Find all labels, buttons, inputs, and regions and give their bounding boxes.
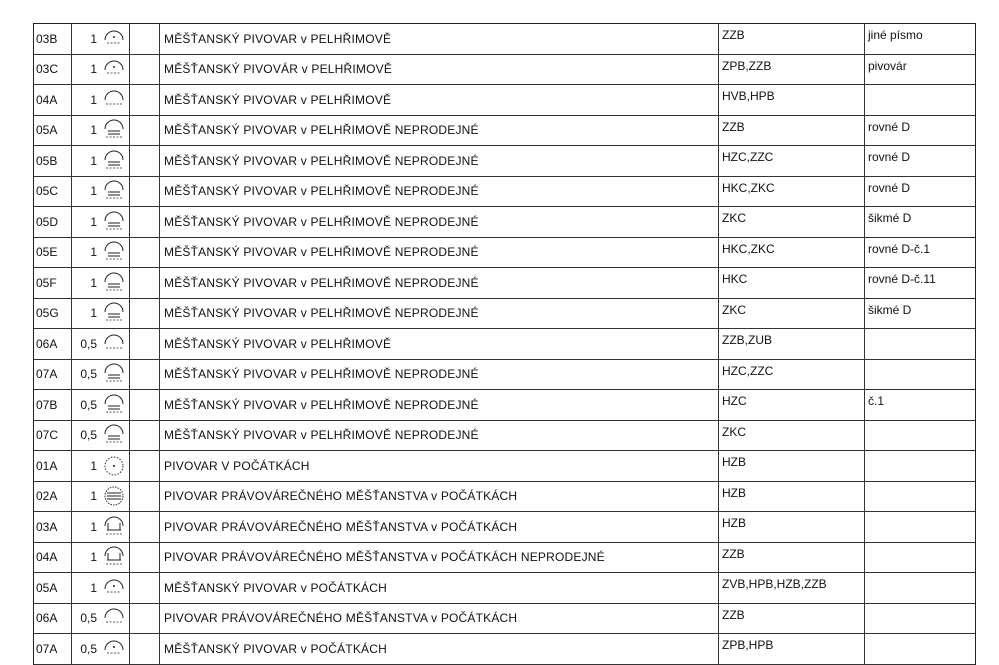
row-note: rovné D-č.1 — [865, 237, 976, 268]
row-blank-cell — [130, 359, 160, 390]
row-code: 03B — [34, 24, 72, 54]
row-variant-codes: ZKC — [719, 207, 865, 238]
row-label-text: MĚŠŤANSKÝ PIVOVAR v PELHŘIMOVĚ NEPRODEJNÉ — [160, 146, 719, 177]
row-code: 07B — [34, 390, 72, 421]
arc-box-icon — [99, 512, 130, 543]
row-blank-cell — [130, 268, 160, 299]
row-volume: 1 — [72, 237, 100, 268]
table-row — [34, 85, 975, 116]
row-note: rovné D-č.11 — [865, 268, 976, 299]
row-blank-cell — [130, 390, 160, 421]
row-volume: 1 — [72, 176, 100, 207]
row-variant-codes: HKC — [719, 268, 865, 299]
table-row — [34, 237, 975, 268]
row-code: 04A — [34, 542, 72, 573]
row-volume: 1 — [72, 573, 100, 604]
table-row — [34, 542, 975, 573]
row-blank-cell — [130, 115, 160, 146]
row-code: 06A — [34, 329, 72, 360]
arc-lines-icon — [99, 359, 130, 390]
row-label-text: MĚŠŤANSKÝ PIVOVAR v PELHŘIMOVĚ NEPRODEJNÉ — [160, 176, 719, 207]
row-volume: 0,5 — [72, 359, 100, 390]
arc-lines-icon — [99, 420, 130, 451]
table-row — [34, 329, 975, 360]
row-volume: 1 — [72, 115, 100, 146]
table-row — [34, 603, 975, 634]
row-label-text: PIVOVAR PRÁVOVÁREČNÉHO MĚŠŤANSTVA v POČÁTKÁCH — [160, 481, 719, 512]
table-row — [34, 146, 975, 177]
row-code: 03A — [34, 512, 72, 543]
row-volume: 0,5 — [72, 390, 100, 421]
arc-dot-icon — [99, 634, 130, 665]
row-variant-codes: ZZB — [719, 603, 865, 634]
row-volume: 1 — [72, 542, 100, 573]
row-label-text: MĚŠŤANSKÝ PIVOVAR v PELHŘIMOVĚ — [160, 85, 719, 116]
row-variant-codes: ZPB,HPB — [719, 634, 865, 665]
row-code: 02A — [34, 481, 72, 512]
row-note: pivovár — [865, 54, 976, 85]
arc-line-icon — [99, 329, 130, 360]
row-volume: 1 — [72, 512, 100, 543]
table-row — [34, 481, 975, 512]
row-blank-cell — [130, 207, 160, 238]
row-variant-codes: HVB,HPB — [719, 85, 865, 116]
row-variant-codes: ZVB,HPB,HZB,ZZB — [719, 573, 865, 604]
hatched-circle-icon — [99, 481, 130, 512]
arc-line-icon — [99, 85, 130, 116]
table-row — [34, 390, 975, 421]
row-label-text: MĚŠŤANSKÝ PIVOVAR v PELHŘIMOVĚ NEPRODEJNÉ — [160, 359, 719, 390]
row-code: 05A — [34, 115, 72, 146]
arc-lines-icon — [99, 268, 130, 299]
table-row — [34, 359, 975, 390]
row-variant-codes: HZB — [719, 512, 865, 543]
arc-lines-icon — [99, 115, 130, 146]
arc-lines-icon — [99, 146, 130, 177]
row-label-text: PIVOVAR PRÁVOVÁREČNÉHO MĚŠŤANSTVA v POČÁTKÁCH — [160, 512, 719, 543]
row-note: č.1 — [865, 390, 976, 421]
row-variant-codes: HKC,ZKC — [719, 237, 865, 268]
row-code: 05B — [34, 146, 72, 177]
row-note: šikmé D — [865, 207, 976, 238]
table-row — [34, 512, 975, 543]
row-label-text: MĚŠŤANSKÝ PIVOVAR v PELHŘIMOVĚ NEPRODEJNÉ — [160, 237, 719, 268]
row-note — [865, 603, 976, 634]
row-note — [865, 451, 976, 482]
row-blank-cell — [130, 603, 160, 634]
table-row — [34, 420, 975, 451]
row-code: 05C — [34, 176, 72, 207]
row-label-text: MĚŠŤANSKÝ PIVOVAR v PELHŘIMOVĚ NEPRODEJNÉ — [160, 268, 719, 299]
row-variant-codes: ZZB — [719, 115, 865, 146]
row-label-text: MĚŠŤANSKÝ PIVOVAR v PELHŘIMOVĚ NEPRODEJNÉ — [160, 420, 719, 451]
row-variant-codes: ZKC — [719, 298, 865, 329]
row-volume: 1 — [72, 24, 100, 54]
row-label-text: MĚŠŤANSKÝ PIVOVAR v PELHŘIMOVĚ NEPRODEJNÉ — [160, 115, 719, 146]
row-label-text: MĚŠŤANSKÝ PIVOVAR v PELHŘIMOVĚ NEPRODEJNÉ — [160, 298, 719, 329]
row-code: 07C — [34, 420, 72, 451]
table-row — [34, 115, 975, 146]
table-row — [34, 634, 975, 665]
arc-lines-icon — [99, 390, 130, 421]
row-volume: 0,5 — [72, 603, 100, 634]
row-code: 05F — [34, 268, 72, 299]
row-label-text: MĚŠŤANSKÝ PIVOVAR v PELHŘIMOVĚ — [160, 24, 719, 54]
row-label-text: MĚŠŤANSKÝ PIVOVAR v PELHŘIMOVĚ — [160, 329, 719, 360]
row-note — [865, 359, 976, 390]
table-row — [34, 24, 975, 54]
arc-line-icon — [99, 603, 130, 634]
row-blank-cell — [130, 420, 160, 451]
arc-lines-icon — [99, 298, 130, 329]
row-blank-cell — [130, 512, 160, 543]
row-variant-codes: ZZB — [719, 24, 865, 54]
row-volume: 1 — [72, 481, 100, 512]
row-note: jiné písmo — [865, 24, 976, 54]
row-variant-codes: ZZB,ZUB — [719, 329, 865, 360]
row-volume: 0,5 — [72, 634, 100, 665]
row-variant-codes: HZC — [719, 390, 865, 421]
table-body — [34, 24, 975, 664]
row-blank-cell — [130, 176, 160, 207]
row-code: 05E — [34, 237, 72, 268]
label-catalog-sheet — [33, 23, 976, 665]
row-volume: 1 — [72, 207, 100, 238]
row-blank-cell — [130, 329, 160, 360]
row-code: 07A — [34, 359, 72, 390]
row-label-text: PIVOVAR V POČÁTKÁCH — [160, 451, 719, 482]
table-row — [34, 451, 975, 482]
row-note: rovné D — [865, 115, 976, 146]
row-volume: 1 — [72, 146, 100, 177]
table-row — [34, 207, 975, 238]
row-code: 04A — [34, 85, 72, 116]
row-note: rovné D — [865, 146, 976, 177]
row-code: 03C — [34, 54, 72, 85]
table-row — [34, 176, 975, 207]
arc-dot-icon — [99, 54, 130, 85]
table-row — [34, 298, 975, 329]
row-volume: 0,5 — [72, 329, 100, 360]
row-label-text: PIVOVAR PRÁVOVÁREČNÉHO MĚŠŤANSTVA v POČÁTKÁCH NEPRODEJNÉ — [160, 542, 719, 573]
arc-box-icon — [99, 542, 130, 573]
row-variant-codes: ZKC — [719, 420, 865, 451]
row-label-text: MĚŠŤANSKÝ PIVOVAR v PELHŘIMOVĚ NEPRODEJNÉ — [160, 207, 719, 238]
row-code: 05A — [34, 573, 72, 604]
row-blank-cell — [130, 573, 160, 604]
row-blank-cell — [130, 451, 160, 482]
row-blank-cell — [130, 481, 160, 512]
row-blank-cell — [130, 542, 160, 573]
row-label-text: MĚŠŤANSKÝ PIVOVÁR v PELHŘIMOVĚ — [160, 54, 719, 85]
row-variant-codes: HKC,ZKC — [719, 176, 865, 207]
arc-lines-icon — [99, 237, 130, 268]
row-label-text: MĚŠŤANSKÝ PIVOVAR v PELHŘIMOVĚ NEPRODEJNÉ — [160, 390, 719, 421]
dotted-circle-icon — [99, 451, 130, 482]
row-volume: 1 — [72, 54, 100, 85]
row-variant-codes: ZPB,ZZB — [719, 54, 865, 85]
row-code: 06A — [34, 603, 72, 634]
table-row — [34, 54, 975, 85]
row-note: šikmé D — [865, 298, 976, 329]
row-volume: 1 — [72, 451, 100, 482]
row-blank-cell — [130, 298, 160, 329]
row-note — [865, 481, 976, 512]
row-blank-cell — [130, 146, 160, 177]
row-variant-codes: HZB — [719, 481, 865, 512]
row-variant-codes: ZZB — [719, 542, 865, 573]
row-volume: 0,5 — [72, 420, 100, 451]
row-note — [865, 420, 976, 451]
arc-lines-icon — [99, 207, 130, 238]
row-code: 07A — [34, 634, 72, 665]
row-note — [865, 85, 976, 116]
row-label-text: MĚŠŤANSKÝ PIVOVAR v POČÁTKÁCH — [160, 634, 719, 665]
arc-dot-icon — [99, 24, 130, 54]
row-note — [865, 542, 976, 573]
row-volume: 1 — [72, 85, 100, 116]
row-label-text: PIVOVAR PRÁVOVÁREČNÉHO MĚŠŤANSTVA v POČÁTKÁCH — [160, 603, 719, 634]
row-blank-cell — [130, 54, 160, 85]
row-note — [865, 634, 976, 665]
table-row — [34, 268, 975, 299]
arc-dot-icon — [99, 573, 130, 604]
row-volume: 1 — [72, 268, 100, 299]
row-code: 05D — [34, 207, 72, 238]
row-note: rovné D — [865, 176, 976, 207]
row-note — [865, 512, 976, 543]
row-note — [865, 573, 976, 604]
row-blank-cell — [130, 85, 160, 116]
row-note — [865, 329, 976, 360]
table-row — [34, 573, 975, 604]
row-blank-cell — [130, 24, 160, 54]
row-blank-cell — [130, 237, 160, 268]
row-code: 05G — [34, 298, 72, 329]
row-label-text: MĚŠŤANSKÝ PIVOVAR v POČÁTKÁCH — [160, 573, 719, 604]
label-catalog-table — [34, 24, 975, 665]
row-variant-codes: HZC,ZZC — [719, 359, 865, 390]
row-variant-codes: HZC,ZZC — [719, 146, 865, 177]
row-blank-cell — [130, 634, 160, 665]
row-code: 01A — [34, 451, 72, 482]
row-variant-codes: HZB — [719, 451, 865, 482]
row-volume: 1 — [72, 298, 100, 329]
arc-lines-icon — [99, 176, 130, 207]
